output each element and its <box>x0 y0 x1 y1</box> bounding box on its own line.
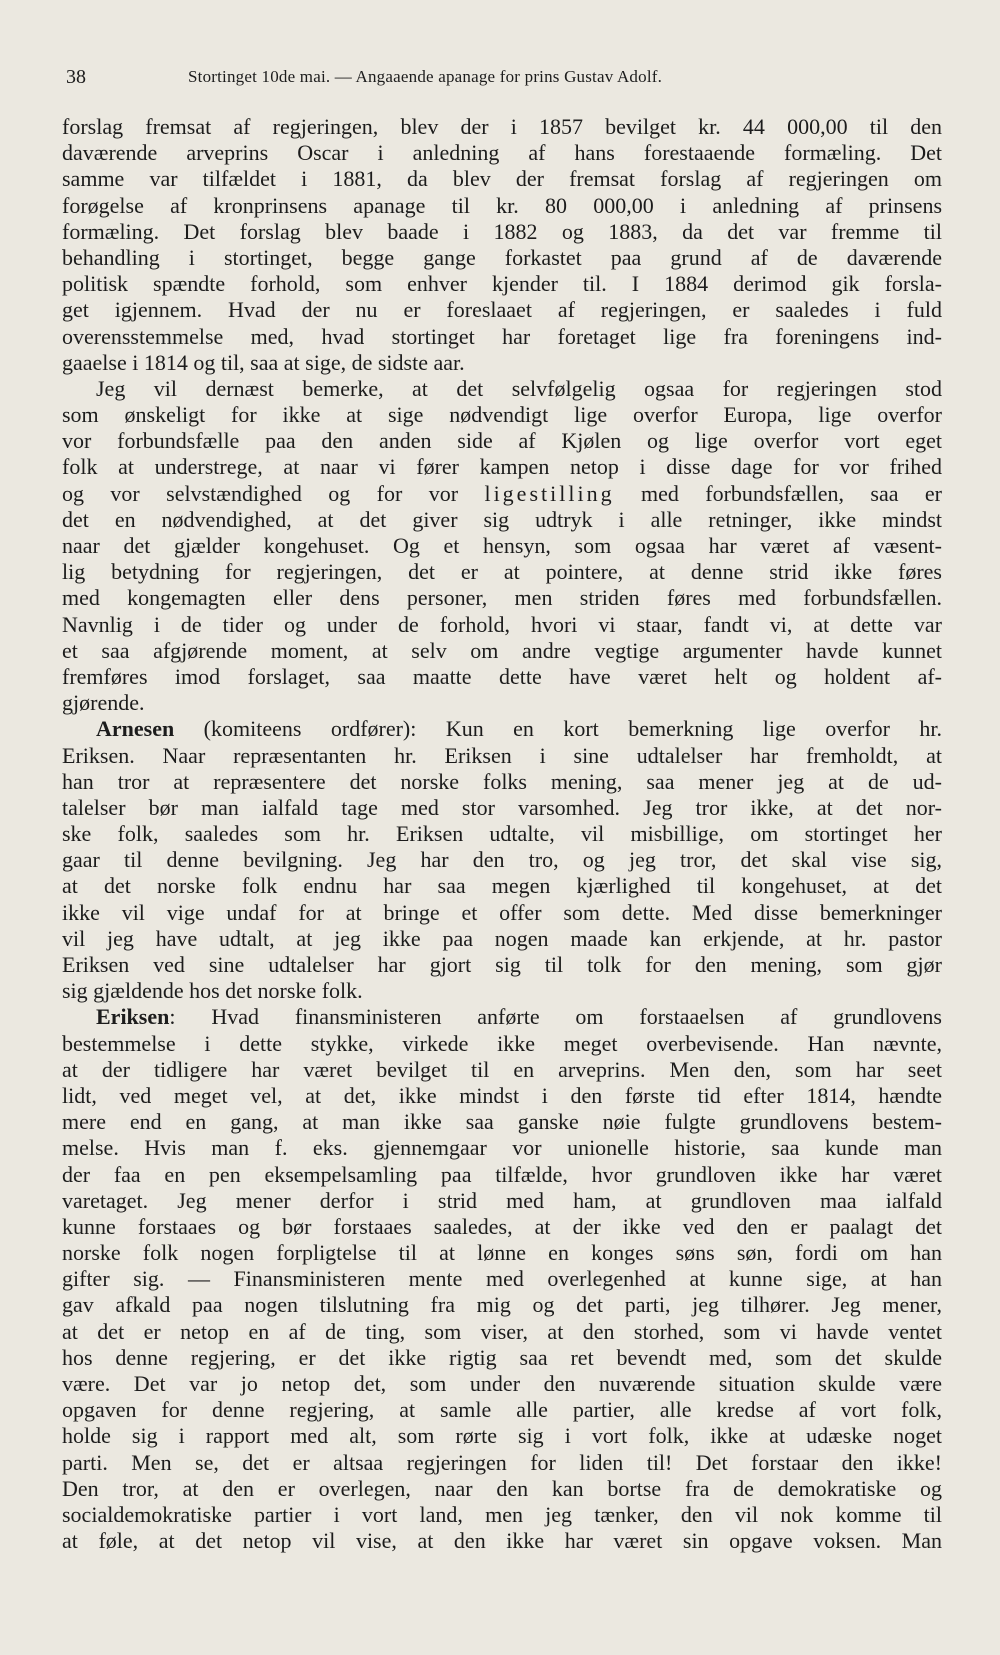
text-line: melse. Hvis man f. eks. gjennemgaar vor unionelle historie, saa kunde man <box>62 1135 942 1161</box>
text-line: samme var tilfældet i 1881, da blev der fremsat forslag af regjeringen om <box>62 166 942 192</box>
speaker-name: Eriksen <box>96 1004 170 1030</box>
text-line: formæling. Det forslag blev baade i 1882 og 1883, da det var fremme til <box>62 218 942 244</box>
text-line: at der tidligere har været bevilget til en arveprins. Men den, som har seet <box>62 1056 942 1082</box>
text-line: get igjennem. Hvad der nu er foreslaaet af regjeringen, er saaledes i fuld <box>62 297 942 323</box>
text-line: Jeg vil dernæst bemerke, at det selvfølgelig ogsaa for regjeringen stod <box>96 375 942 401</box>
running-head: Stortinget 10de mai. — Angaaende apanage for prins Gustav Adolf. <box>188 67 663 86</box>
page-number: 38 <box>66 66 86 88</box>
body-text <box>62 114 942 1554</box>
text-line: socialdemokratiske partier i vort land, men jeg tænker, den vil nok komme til <box>62 1501 942 1527</box>
text-segment: (komiteens ordfører): Kun en kort bemerkning lige overfor hr. <box>174 716 942 742</box>
text-line: ske folk, saaledes som hr. Eriksen udtalte, vil misbillige, om stortinget her <box>62 821 942 847</box>
page-header <box>66 66 932 92</box>
text-line: Navnlig i de tider og under de forhold, hvori vi staar, fandt vi, at dette var <box>62 611 942 637</box>
text-line: gav afkald paa nogen tilslutning fra mig og det parti, jeg tilhører. Jeg mener, <box>62 1292 942 1318</box>
text-line: daværende arveprins Oscar i anledning af hans forestaaende formæling. Det <box>62 140 942 166</box>
text-line <box>62 481 942 507</box>
text-line: kunne forstaaes og bør forstaaes saaledes, at der ikke ved den er paalagt det <box>62 1213 942 1239</box>
text-line <box>62 716 942 742</box>
text-line: gaar til denne bevilgning. Jeg har den tro, og jeg tror, det skal vise sig, <box>62 847 942 873</box>
text-line: folk at understrege, at naar vi fører kampen netop i disse dage for vor frihed <box>62 454 942 480</box>
text-line: at det norske folk endnu har saa megen kjærlighed til kongehuset, at det <box>62 873 942 899</box>
text-line: opgaven for denne regjering, at samle alle partier, alle kredse af vort folk, <box>62 1397 942 1423</box>
text-line: gaaelse i 1814 og til, saa at sige, de sidste aar. <box>62 349 465 375</box>
text-line: vil jeg have udtalt, at jeg ikke paa nogen maade kan erkjende, at hr. pastor <box>62 925 942 951</box>
text-line: overensstemmelse med, hvad stortinget har foretaget lige fra foreningens ind- <box>62 323 942 349</box>
text-line: et saa afgjørende moment, at selv om andre vegtige argumenter havde kunnet <box>62 637 942 663</box>
text-line: der faa en pen eksempelsamling paa tilfælde, hvor grundloven ikke har været <box>62 1161 942 1187</box>
text-segment: og vor selvstændighed og for vor <box>62 480 485 506</box>
text-line: bestemmelse i dette stykke, virkede ikke meget overbevisende. Han nævnte, <box>62 1030 942 1056</box>
text-line: naar det gjælder kongehuset. Og et hensyn, som ogsaa har været af væsent- <box>62 533 942 558</box>
text-line: Eriksen. Naar repræsentanten hr. Eriksen i sine udtalelser har fremholdt, at <box>62 742 942 768</box>
emphasized-word: ligestilling <box>484 480 615 506</box>
text-line: lidt, ved meget vel, at det, ikke mindst i den første tid efter 1814, hændte <box>62 1082 942 1108</box>
text-line: gifter sig. — Finansministeren mente med overlegenhed at kunne sige, at han <box>62 1266 942 1292</box>
text-segment: med forbundsfællen, saa er <box>614 480 942 506</box>
text-line: politisk spændte forhold, som enhver kjender til. I 1884 derimod gik forsla- <box>62 271 942 297</box>
text-line: mere end en gang, at man ikke saa ganske nøie fulgte grundlovens bestem- <box>62 1109 942 1135</box>
speaker-name: Arnesen <box>96 716 175 742</box>
text-line: gjørende. <box>62 690 145 716</box>
text-line <box>62 1004 942 1030</box>
text-line: Eriksen ved sine udtalelser har gjort sig til tolk for den mening, som gjør <box>62 952 942 977</box>
text-line: forøgelse af kronprinsens apanage til kr. 80 000,00 i anledning af prinsens <box>62 192 942 218</box>
text-line: holde sig i rapport med alt, som rørte sig i vort folk, ikke at udæske noget <box>62 1423 942 1449</box>
text-line: han tror at repræsentere det norske folks mening, saa mener jeg at de ud- <box>62 768 942 794</box>
text-line: at føle, at det netop vil vise, at den ikke har været sin opgave voksen. Man <box>62 1528 942 1554</box>
text-line: Den tror, at den er overlegen, naar den kan bortse fra de demokratiske og <box>62 1475 942 1501</box>
text-line: fremføres imod forslaget, saa maatte dette have været helt og holdent af- <box>62 663 942 689</box>
text-line: hos denne regjering, er det ikke rigtig saa ret bevendt med, som det skulde <box>62 1344 942 1370</box>
text-line: talelser bør man ialfald tage med stor varsomhed. Jeg tror ikke, at det nor- <box>62 794 942 820</box>
text-line: ikke vil vige undaf for at bringe et offer som dette. Med disse bemerkninger <box>62 899 942 925</box>
text-line: at det er netop en af de ting, som viser, at den storhed, som vi havde ventet <box>62 1318 942 1344</box>
text-line: være. Det var jo netop det, som under den nuværende situation skulde være <box>62 1371 942 1396</box>
text-line: parti. Men se, det er altsaa regjeringen for liden til! Det forstaar den ikke! <box>62 1449 942 1475</box>
text-line: sig gjældende hos det norske folk. <box>62 978 363 1004</box>
text-line: som ønskeligt for ikke at sige nødvendigt lige overfor Europa, lige overfor <box>62 402 942 428</box>
text-line: behandling i stortinget, begge gange forkastet paa grund af de daværende <box>62 244 942 270</box>
text-line: forslag fremsat af regjeringen, blev der i 1857 bevilget kr. 44 000,00 til den <box>62 114 942 139</box>
text-line: det en nødvendighed, at det giver sig udtryk i alle retninger, ikke mindst <box>62 506 942 532</box>
text-line: norske folk nogen forpligtelse til at lønne en konges søns søn, fordi om han <box>62 1240 942 1266</box>
text-segment: : Hvad finansministeren anførte om forstaaelsen af grundlovens <box>169 1004 942 1030</box>
text-line: vor forbundsfælle paa den anden side af Kjølen og lige overfor vort eget <box>62 428 942 454</box>
text-line: lig betydning for regjeringen, det er at pointere, at denne strid ikke føres <box>62 559 942 585</box>
text-line: varetaget. Jeg mener derfor i strid med ham, at grundloven maa ialfald <box>62 1187 942 1213</box>
text-line: med kongemagten eller dens personer, men striden føres med forbundsfællen. <box>62 585 942 611</box>
